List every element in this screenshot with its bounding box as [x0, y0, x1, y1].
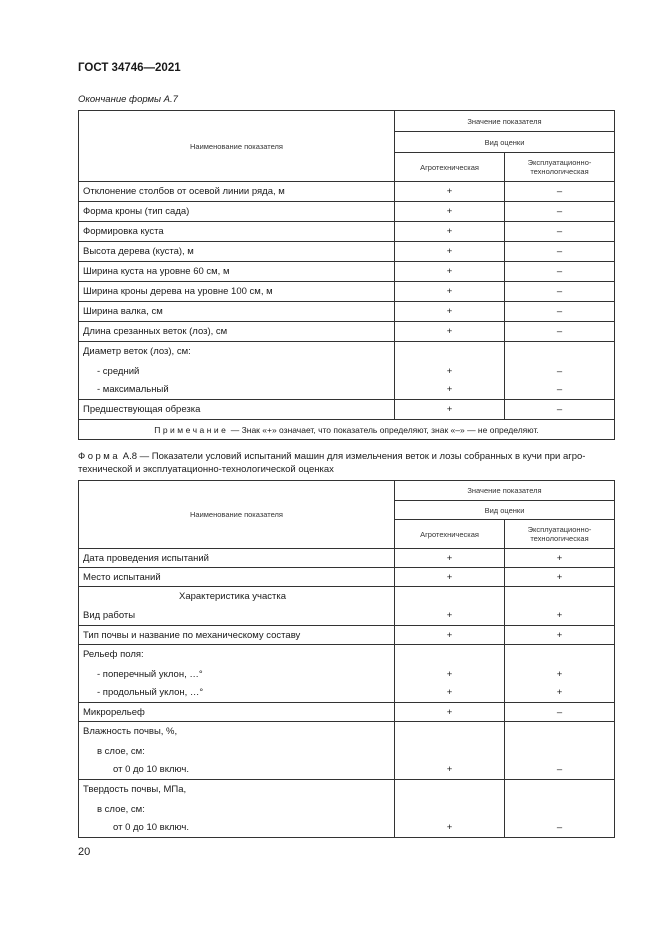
agro-value: + — [395, 302, 505, 322]
table-row — [79, 282, 615, 302]
table-row — [79, 342, 615, 362]
expl-value: – — [505, 222, 615, 242]
table-row — [79, 400, 615, 420]
form-a7-table — [78, 110, 615, 440]
row-label: - средний — [79, 362, 395, 381]
agro-value: + — [395, 703, 505, 722]
expl-value: + — [505, 684, 615, 703]
table-row — [79, 202, 615, 222]
expl-value — [505, 742, 615, 761]
expl-value: + — [505, 549, 615, 568]
row-label: Характеристика участка — [79, 587, 395, 607]
table-row — [79, 587, 615, 607]
note-text: — Знак «+» означает, что показатель определяют, знак «–» — не определяют. — [228, 424, 539, 435]
row-label: Отклонение столбов от осевой линии ряда, м — [79, 182, 395, 202]
table-row — [79, 645, 615, 665]
expl-value: – — [505, 302, 615, 322]
expl-value: – — [505, 182, 615, 202]
agro-value: + — [395, 381, 505, 400]
row-label: Тип почвы и название по механическому составу — [79, 626, 395, 645]
agro-value — [395, 800, 505, 819]
column-header-kind: Вид оценки — [395, 132, 615, 153]
expl-value: – — [505, 819, 615, 838]
row-label: Высота дерева (куста), м — [79, 242, 395, 262]
column-header-name: Наименование показателя — [79, 481, 395, 549]
row-label: - максимальный — [79, 381, 395, 400]
agro-value: + — [395, 684, 505, 703]
expl-value: – — [505, 282, 615, 302]
table-row — [79, 381, 615, 400]
agro-value: + — [395, 262, 505, 282]
agro-value: + — [395, 362, 505, 381]
caption-text: А.8 — Показатели условий испытаний машин для измельчения веток и лозы собранных в кучи при агро-технической и эксплуатационно-технологической оценках — [78, 451, 586, 475]
row-label: Твердость почвы, МПа, — [79, 780, 395, 800]
table-row — [79, 262, 615, 282]
table-row — [79, 819, 615, 838]
form-a8-caption — [78, 450, 616, 476]
expl-value: + — [505, 626, 615, 645]
row-label: - продольный уклон, …° — [79, 684, 395, 703]
table-row — [79, 182, 615, 202]
expl-value — [505, 342, 615, 362]
table-caption: Окончание формы А.7 — [78, 94, 178, 105]
row-label: в слое, см: — [79, 800, 395, 819]
column-header-kind: Вид оценки — [395, 501, 615, 520]
column-header-name: Наименование показателя — [79, 111, 395, 182]
table-row — [79, 222, 615, 242]
table-row — [79, 800, 615, 819]
agro-value: + — [395, 400, 505, 420]
row-label: Форма кроны (тип сада) — [79, 202, 395, 222]
column-header-value: Значение показателя — [395, 481, 615, 501]
agro-value: + — [395, 222, 505, 242]
expl-value — [505, 780, 615, 800]
agro-value: + — [395, 202, 505, 222]
agro-value — [395, 342, 505, 362]
table-row — [79, 665, 615, 684]
agro-value: + — [395, 549, 505, 568]
table-row — [79, 684, 615, 703]
agro-value: + — [395, 282, 505, 302]
table-row — [79, 242, 615, 262]
agro-value: + — [395, 242, 505, 262]
expl-value: – — [505, 381, 615, 400]
column-header-expl-line1: Эксплуатационно- — [527, 158, 592, 167]
row-label: Ширина валка, см — [79, 302, 395, 322]
column-header-value: Значение показателя — [395, 111, 615, 132]
column-header-agro: Агротехническая — [395, 153, 505, 182]
row-label: Формировка куста — [79, 222, 395, 242]
table-row — [79, 742, 615, 761]
row-label: от 0 до 10 включ. — [79, 819, 395, 838]
table-row — [79, 568, 615, 587]
agro-value: + — [395, 665, 505, 684]
agro-value — [395, 722, 505, 742]
expl-value: + — [505, 665, 615, 684]
page-number: 20 — [78, 846, 91, 858]
expl-value: – — [505, 202, 615, 222]
form-a8-table — [78, 480, 615, 838]
table-row — [79, 626, 615, 645]
row-label: Вид работы — [79, 607, 395, 626]
row-label: Микрорельеф — [79, 703, 395, 722]
agro-value — [395, 780, 505, 800]
agro-value — [395, 645, 505, 665]
agro-value: + — [395, 322, 505, 342]
expl-value: – — [505, 703, 615, 722]
row-label: Место испытаний — [79, 568, 395, 587]
expl-value — [505, 722, 615, 742]
table-row — [79, 302, 615, 322]
table-row — [79, 607, 615, 626]
note-label: Примечание — [154, 424, 229, 435]
row-label: в слое, см: — [79, 742, 395, 761]
agro-value: + — [395, 626, 505, 645]
table-row — [79, 322, 615, 342]
column-header-expl-line2: технологическая — [530, 534, 589, 543]
expl-value: – — [505, 362, 615, 381]
column-header-expl — [505, 153, 615, 182]
expl-value — [505, 800, 615, 819]
table-row — [79, 362, 615, 381]
expl-value — [505, 645, 615, 665]
expl-value: + — [505, 607, 615, 626]
table-note-row — [79, 420, 615, 440]
agro-value: + — [395, 182, 505, 202]
row-label: от 0 до 10 включ. — [79, 761, 395, 780]
row-label: Длина срезанных веток (лоз), см — [79, 322, 395, 342]
agro-value: + — [395, 568, 505, 587]
table-row — [79, 780, 615, 800]
expl-value — [505, 587, 615, 607]
row-label: Дата проведения испытаний — [79, 549, 395, 568]
column-header-expl — [505, 520, 615, 549]
column-header-expl-line1: Эксплуатационно- — [527, 525, 592, 534]
agro-value — [395, 742, 505, 761]
column-header-expl-line2: технологическая — [530, 167, 589, 176]
table-note — [79, 420, 615, 440]
agro-value — [395, 587, 505, 607]
row-label: Влажность почвы, %, — [79, 722, 395, 742]
document-header: ГОСТ 34746—2021 — [78, 62, 181, 74]
row-label: - поперечный уклон, …° — [79, 665, 395, 684]
caption-label: Форма — [78, 451, 121, 462]
table-row — [79, 703, 615, 722]
row-label: Ширина кроны дерева на уровне 100 см, м — [79, 282, 395, 302]
expl-value: – — [505, 761, 615, 780]
agro-value: + — [395, 607, 505, 626]
expl-value: – — [505, 242, 615, 262]
agro-value: + — [395, 761, 505, 780]
expl-value: + — [505, 568, 615, 587]
table-row — [79, 761, 615, 780]
expl-value: – — [505, 400, 615, 420]
agro-value: + — [395, 819, 505, 838]
row-label: Предшествующая обрезка — [79, 400, 395, 420]
column-header-agro: Агротехническая — [395, 520, 505, 549]
expl-value: – — [505, 262, 615, 282]
table-row — [79, 549, 615, 568]
table-row — [79, 722, 615, 742]
row-label: Рельеф поля: — [79, 645, 395, 665]
expl-value: – — [505, 322, 615, 342]
row-label: Ширина куста на уровне 60 см, м — [79, 262, 395, 282]
row-label: Диаметр веток (лоз), см: — [79, 342, 395, 362]
